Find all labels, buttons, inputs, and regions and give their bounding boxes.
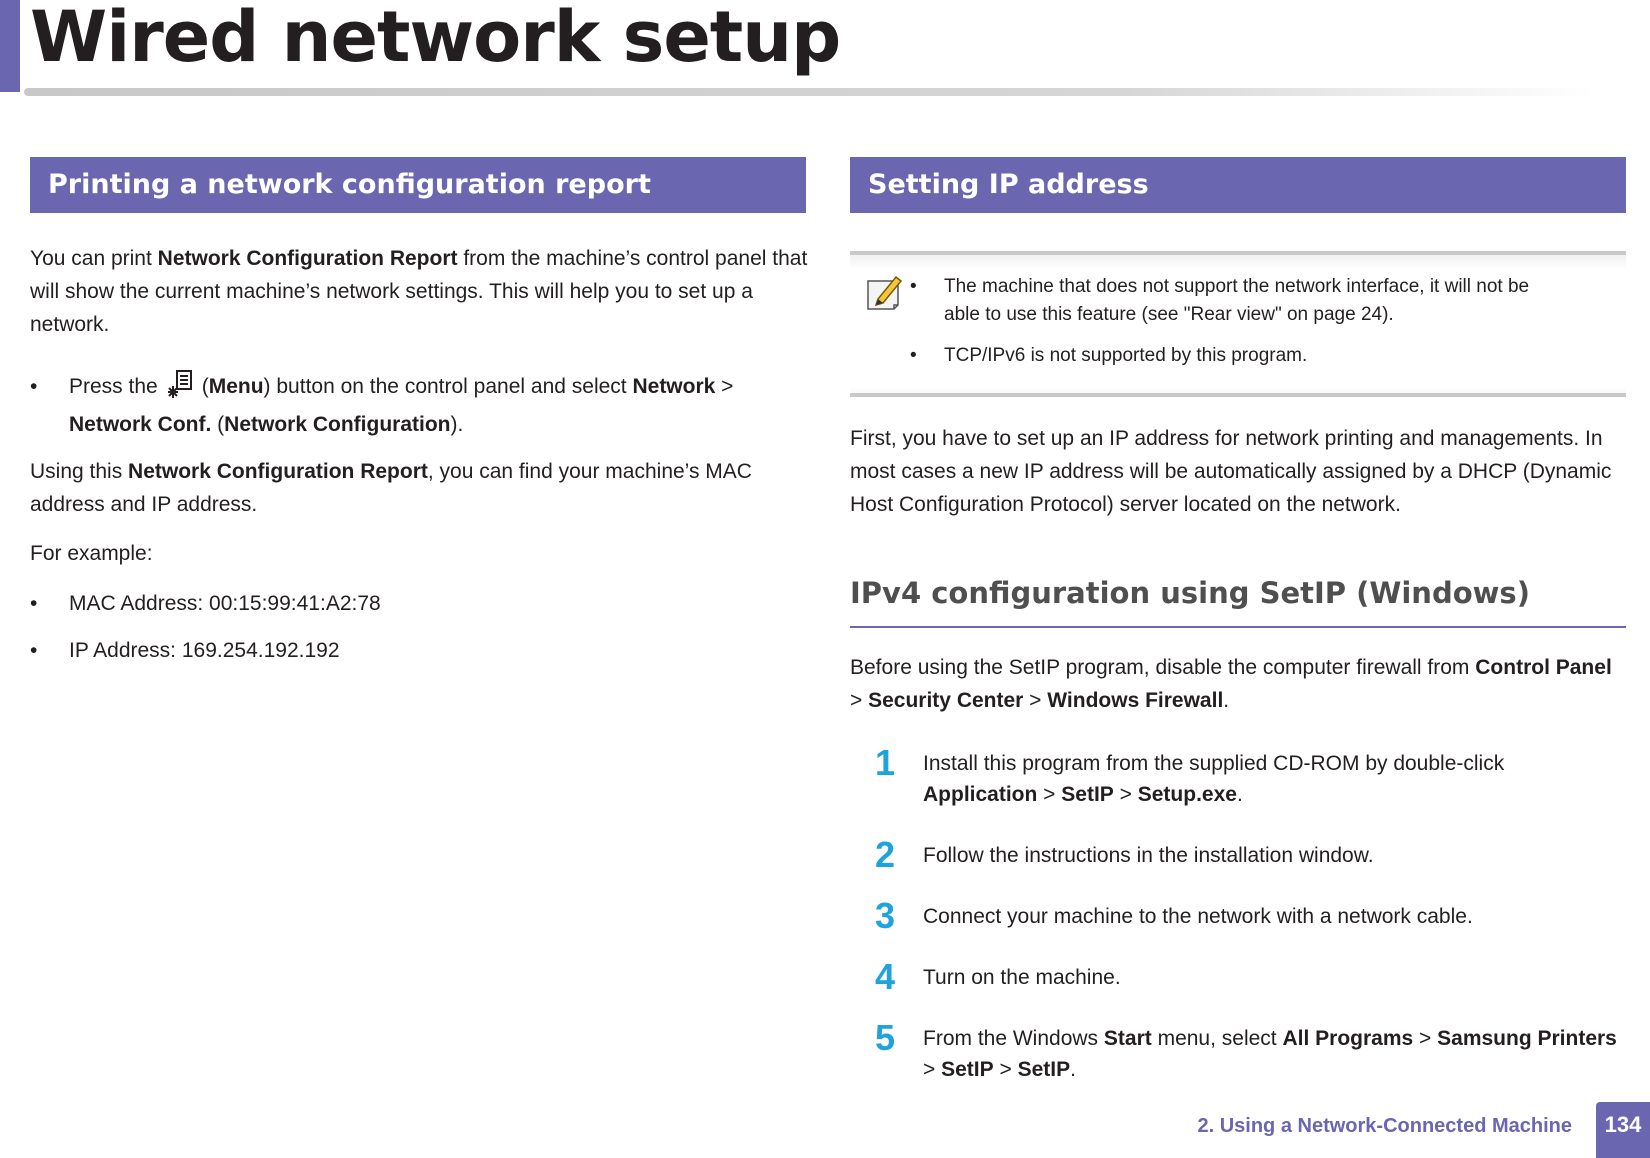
title-divider bbox=[24, 88, 1594, 96]
page-title: Wired network setup bbox=[30, 0, 841, 78]
firewall-paragraph: Before using the SetIP program, disable the computer firewall from Control Panel > Security Center > Windows Firewall. bbox=[850, 656, 1612, 712]
step-item: 4 Turn on the machine. bbox=[850, 962, 1626, 1022]
step-item: 2 Follow the instructions in the installation window. bbox=[850, 840, 1626, 900]
ip-intro-paragraph: First, you have to set up an IP address for network printing and managements. In most cases a new IP address will be automatically assigned by a DHCP (Dynamic Host Configuration Protocol) server located on the network. bbox=[850, 427, 1612, 516]
page-number: 134 bbox=[1596, 1102, 1650, 1158]
step-number: 4 bbox=[874, 956, 896, 997]
note-box: • The machine that does not support the network interface, it will not be able to use this feature (see "Rear view" on page 24). • TCP/IPv6 is not supported by this program. bbox=[850, 251, 1626, 397]
step-number: 5 bbox=[874, 1017, 896, 1058]
example-item: • MAC Address: 00:15:99:41:A2:78 bbox=[30, 592, 381, 615]
report-intro-paragraph: You can print Network Configuration Report from the machine’s control panel that will show the current machine’s network settings. This will help you to set up a network. bbox=[30, 247, 808, 336]
title-accent-bar bbox=[0, 0, 20, 92]
section-header-setting-ip: Setting IP address bbox=[850, 157, 1626, 213]
step-item: 5 From the Windows Start menu, select All Programs > Samsung Printers > SetIP > SetIP. bbox=[850, 1023, 1626, 1083]
menu-icon bbox=[168, 369, 194, 399]
section-header-network-report: Printing a network configuration report bbox=[30, 157, 806, 213]
subheading-divider bbox=[850, 626, 1626, 628]
chapter-footer: 2. Using a Network-Connected Machine bbox=[1197, 1115, 1572, 1137]
step-item: 3 Connect your machine to the network with a network cable. bbox=[850, 901, 1626, 961]
step-number: 2 bbox=[874, 834, 896, 875]
note-pencil-icon bbox=[864, 273, 904, 313]
using-report-paragraph: Using this Network Configuration Report, you can find your machine’s MAC address and IP address. bbox=[30, 460, 752, 516]
step-item: 1 Install this program from the supplied CD-ROM by double-click Application > SetIP > Setup.exe. bbox=[850, 748, 1626, 808]
step-number: 3 bbox=[874, 895, 896, 936]
ipv4-subheading: IPv4 configuration using SetIP (Windows) bbox=[850, 576, 1530, 610]
press-menu-instruction: • Press the (Menu) button on the control panel and select Network > Network Conf. (Network Configuration). bbox=[30, 368, 800, 444]
example-item: • IP Address: 169.254.192.192 bbox=[30, 639, 340, 662]
step-number: 1 bbox=[874, 742, 896, 783]
for-example-label: For example: bbox=[30, 542, 153, 565]
